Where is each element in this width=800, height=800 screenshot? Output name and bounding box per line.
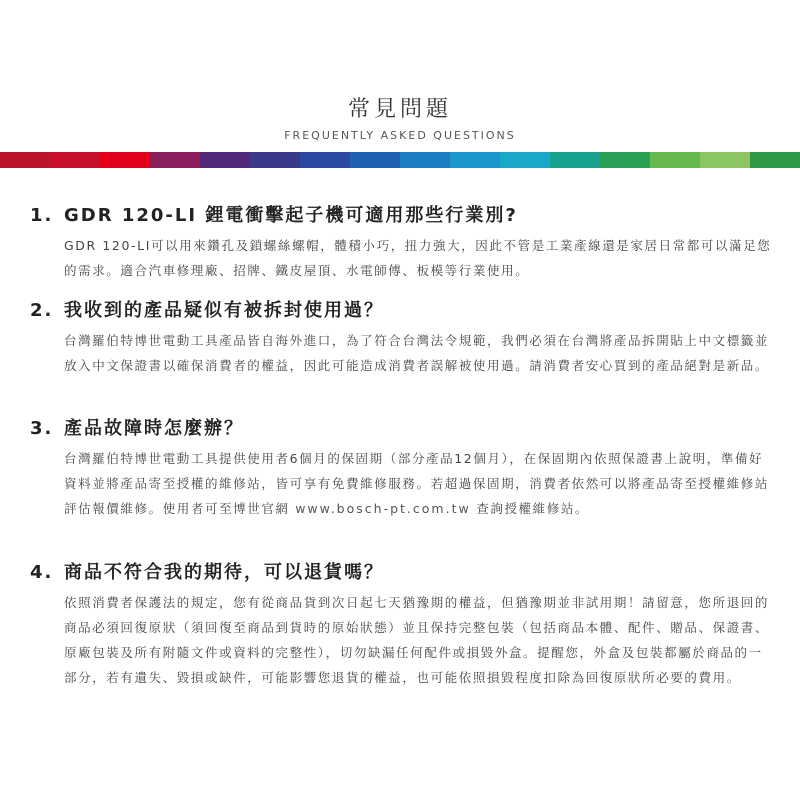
page-title: 常見問題	[347, 97, 452, 122]
faq-answer-3	[64, 446, 775, 521]
faq-answer-2: 台灣羅伯特博世電動工具產品皆自海外進口，為了符合台灣法令規範，我們必須在台灣將產品拆開貼上中文標籤並放入中文保證書以確保消費者的權益，因此可能造成消費者誤解被使用過。請消費者安心買到的產品絕對是新品。	[64, 333, 770, 373]
faq-number: 3.	[30, 418, 54, 439]
color-band	[0, 152, 800, 168]
color-band-segment	[550, 152, 600, 168]
color-band-segment	[200, 152, 250, 168]
bosch-website-link[interactable]: www.bosch-pt.com.tw	[295, 501, 471, 516]
faq-item-4	[30, 560, 775, 690]
color-band-segment	[150, 152, 200, 168]
faq-question-text: 商品不符合我的期待，可以退貨嗎？	[64, 562, 384, 583]
color-band-segment	[750, 152, 800, 168]
faq-question-text: 產品故障時怎麼辦？	[64, 418, 244, 439]
faq-question-3	[30, 416, 775, 442]
faq-item-1	[30, 203, 775, 283]
faq-question-text: 我收到的產品疑似有被拆封使用過？	[64, 300, 384, 321]
color-band-segment	[400, 152, 450, 168]
color-band-segment	[250, 152, 300, 168]
faq-question-2	[30, 298, 775, 324]
faq-header	[0, 95, 800, 142]
color-band-segment	[700, 152, 750, 168]
faq-answer-4: 依照消費者保護法的規定，您有從商品貨到次日起七天猶豫期的權益，但猶豫期並非試用期！請留意，您所退回的商品必須回復原狀（須回復至商品到貨時的原始狀態）並且保持完整包裝（包括商品本體、配件、贈品、保證書、原廠包裝及所有附隨文件或資料的完整性），切勿缺漏任何配件或損毀外盒。提醒您，外盒及包裝都屬於商品的一部分，若有遺失、毀損或缺件，可能影響您退貨的權益，也可能依照損毀程度扣除為回復原狀所必要的費用。	[64, 595, 770, 685]
color-band-segment	[500, 152, 550, 168]
faq-number: 4.	[30, 562, 54, 583]
faq-number: 2.	[30, 300, 54, 321]
faq-question-4	[30, 560, 775, 586]
color-band-segment	[600, 152, 650, 168]
faq-question-1	[30, 203, 775, 229]
page-subtitle: FREQUENTLY ASKED QUESTIONS	[284, 129, 516, 142]
color-band-segment	[100, 152, 150, 168]
faq-answer-text: 台灣羅伯特博世電動工具提供使用者6個月的保固期（部分產品12個月），在保固期內依照保證書上說明，準備好資料並將產品寄至授權的維修站，皆可享有免費維修服務。若超過保固期，消費者依然可以將產品寄至授權維修站評估報價維修。使用者可至博世官網	[64, 451, 770, 516]
faq-answer-1: GDR 120-LI可以用來鑽孔及鎖螺絲螺帽，體積小巧，扭力強大，因此不管是工業產線還是家居日常都可以滿足您的需求。適合汽車修理廠、招牌、鐵皮屋頂、水電師傅、板模等行業使用。	[64, 238, 772, 278]
color-band-segment	[300, 152, 350, 168]
faq-item-3	[30, 416, 775, 521]
color-band-segment	[650, 152, 700, 168]
faq-number: 1.	[30, 205, 54, 226]
color-band-segment	[350, 152, 400, 168]
color-band-segment	[450, 152, 500, 168]
faq-item-2	[30, 298, 775, 378]
faq-question-text: GDR 120-LI 鋰電衝擊起子機可適用那些行業別?	[64, 205, 518, 226]
faq-answer-text-end: 查詢授權維修站。	[470, 501, 590, 516]
color-band-segment	[0, 152, 50, 168]
color-band-segment	[50, 152, 100, 168]
